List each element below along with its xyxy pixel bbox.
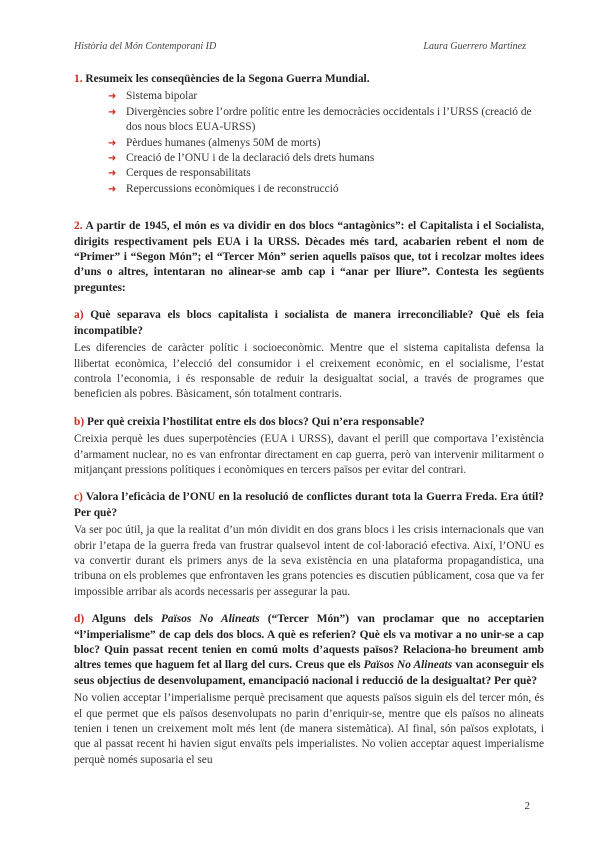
arrow-right-icon: ➜ (108, 183, 117, 195)
arrow-right-icon: ➜ (108, 137, 117, 149)
document-body (74, 72, 544, 768)
arrow-right-icon: ➜ (108, 91, 117, 103)
subquestion-d (74, 612, 544, 768)
subquestion-b-title: b) Per què creixia l’hostilitat entre els dos blocs? Qui n’era responsable? (74, 415, 425, 428)
arrow-right-icon: ➜ (108, 106, 117, 118)
subquestion-a-answer: Les diferencies de caràcter polític i socioeconòmic. Mentre que el sistema capitalista defensa la llibertat econòmica, l’elecció del consumidor i el creixement econòmic, en el socialisme, l’estat controla l’economia, i és responsable de reduir la desigualtat social, a través de programes que beneficien als pobres. Bàsicament, són totalment contraris. (74, 342, 544, 401)
subquestion-c-title: c) Valora l’eficàcia de l’ONU en la resolució de conflictes durant tota la Guerra Freda. Era útil? Per què? (74, 491, 544, 519)
list-item: ➜ Sistema bipolar (108, 89, 544, 104)
subquestion-c-answer: Va ser poc útil, ja que la realitat d’un món dividit en dos grans blocs i les crisis internacionals que van obrir l’etapa de la guerra freda van frustrar qualsevol intent de col·laboració efectiva. Així, l’ONU es va convertir durant els primers anys de la seva existència en una plataforma propagandística, una tribuna on els problemes que enfrontaven les grans potencies es discutien públicament, cosa que va fer impossible arribar als acords necessaris per assegurar la pau. (74, 524, 544, 598)
question-1-text: Resumeix les conseqüències de la Segona Guerra Mundial. (85, 73, 370, 85)
header-author: Laura Guerrero Martinez (423, 41, 526, 52)
subquestion-b (74, 415, 544, 479)
question-1-title (74, 72, 544, 87)
list-item: ➜ Divergències sobre l’ordre polític entre les democràcies occidentals i l’URSS (creació de dos nous blocs EUA-URSS) (108, 105, 532, 134)
subquestion-a (74, 308, 544, 402)
subquestion-b-answer: Creixia perquè les dues superpotències (EUA i URSS), davant el perill que comportava l’existència d’armament nuclear, no es van enfrontar directament en cap guerra, però van intervenir militarment o mitjançant pressions polítiques i econòmiques en tercers països per evitar del contrari. (74, 433, 544, 476)
question-1-list (74, 89, 544, 197)
list-item: ➜ Pèrdues humanes (almenys 50M de morts) (108, 136, 544, 151)
page-number: 2 (524, 800, 530, 812)
list-item: ➜ Repercussions econòmiques i de reconstrucció (108, 182, 544, 197)
question-2-title (74, 219, 544, 296)
list-item: ➜ Creació de l’ONU i de la declaració dels drets humans (108, 151, 544, 166)
subquestion-c (74, 490, 544, 600)
question-2-number: 2. (74, 220, 83, 233)
arrow-right-icon: ➜ (108, 168, 117, 180)
subquestion-d-title: d) Alguns dels Països No Alineats (“Tercer Món”) van proclamar que no acceptarien “l’imperialisme” de cap dels dos blocs. A què es referien? Què els va motivar a no unir-se a cap bloc? Quin passat recent tenien en comú molts d’aquests països? Relaciona-ho breument amb altres temes que haguem fet al llarg del curs. Creus que els Països No Alineats van aconseguir els seus objectius de desenvolupament, emancipació nacional i reducció de la desigualtat? Per què? (74, 613, 545, 687)
arrow-right-icon: ➜ (108, 153, 117, 165)
header-course: Història del Món Contemporani ID (74, 41, 217, 52)
question-1-number: 1. (74, 73, 83, 85)
page-header (74, 41, 526, 55)
subquestion-a-title: a) Què separava els blocs capitalista i socialista de manera irreconciliable? Què els feia incompatible? (74, 309, 545, 337)
subquestion-d-answer: No volien acceptar l’imperialisme perquè precisament que aquests països siguin els del tercer món, és el que permet que els països desenvolupats no parin d’enriquir-se, mentre que els països no alineats tenien i tenen un creixement molt més lent (de manera sistemàtica). Al final, són països explotats, i que al passat recent hi havien sigut envaïts pels imperialistes. No volien acceptar aquest imperialisme perquè només suposaria el seu (74, 692, 544, 766)
question-2-text: A partir de 1945, el món es va dividir en dos blocs “antagònics”: el Capitalista i el Socialista, dirigits respectivament pels EUA i la URSS. Dècades més tard, acabarien rebent el nom de “Primer” i “Segon Món”; el “Tercer Món” serien aquells països que, tot i recolzar moltes idees d’uns o altres, intentaran no alinear-se amb cap i “anar per lliure”. Contesta les següents preguntes: (74, 220, 544, 294)
list-item: ➜ Cerques de responsabilitats (108, 166, 544, 181)
